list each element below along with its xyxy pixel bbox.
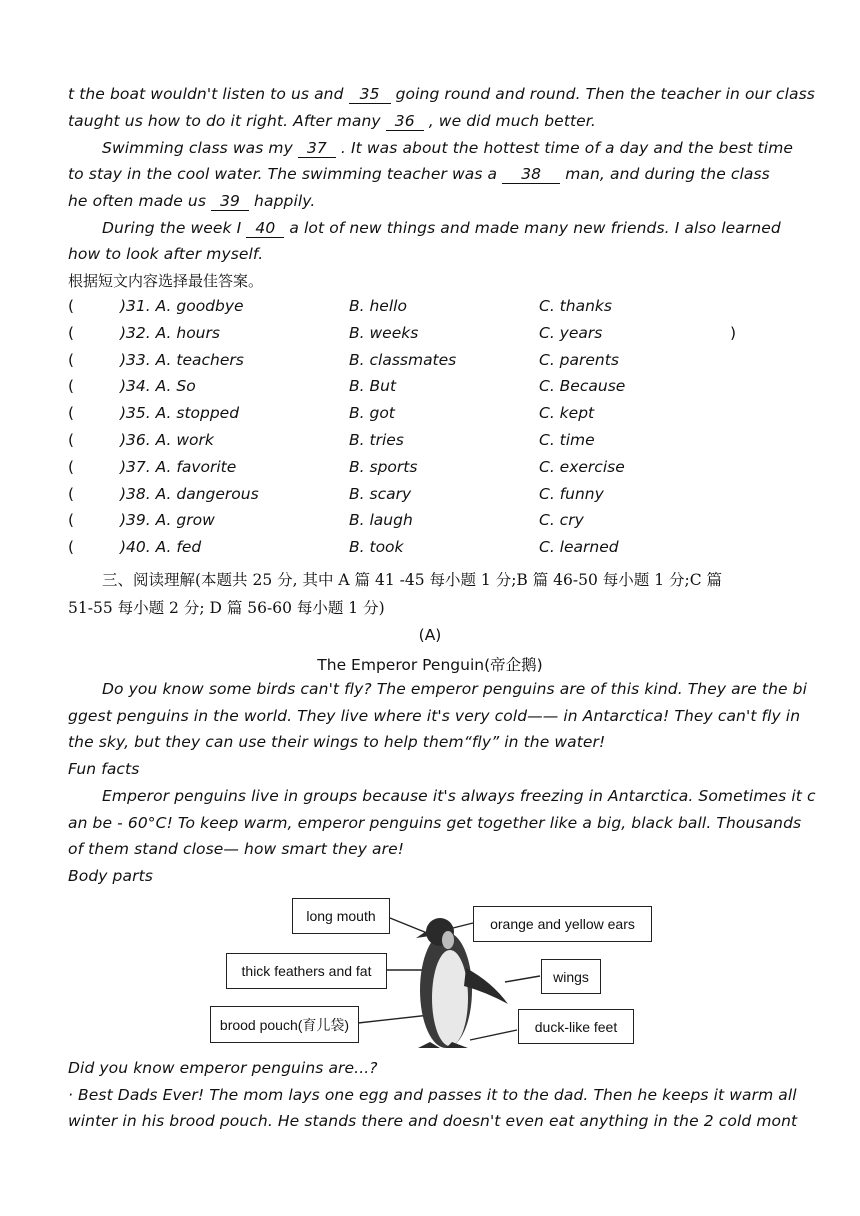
question-option-c: C. parents — [539, 350, 619, 369]
passage-line — [68, 192, 315, 211]
question-option-b: B. laugh — [349, 511, 413, 530]
passage-text: a lot of new things and made many new friends. I also learned — [284, 219, 781, 237]
question-row — [68, 538, 808, 560]
label-long-mouth: long mouth — [292, 898, 390, 934]
question-option-c: C. years — [539, 323, 603, 342]
question-option-c: C. time — [539, 431, 595, 449]
answer-bracket: ( — [68, 350, 75, 369]
passage-text: t the boat wouldn't listen to us and — [68, 85, 349, 103]
question-option-b: B. classmates — [349, 350, 457, 369]
stray-paren: ) — [730, 324, 737, 342]
label-brood-pouch: brood pouch(育儿袋) — [210, 1006, 359, 1043]
question-option-c: C. kept — [539, 404, 595, 423]
question-option-c: C. exercise — [539, 457, 625, 476]
question-option-b: B. sports — [349, 457, 418, 476]
passage-text: man, and during the class — [560, 165, 770, 183]
question-option-a: )39. A. grow — [120, 511, 215, 530]
answer-bracket: ( — [68, 484, 75, 503]
question-option-a: )38. A. dangerous — [120, 484, 259, 503]
passage-line — [68, 245, 263, 263]
question-option-a: )32. A. hours — [120, 323, 220, 342]
blank-36: 36 — [386, 112, 424, 131]
penguin-diagram — [0, 890, 860, 1060]
question-option-a: )34. A. So — [120, 377, 196, 396]
passage-text: to stay in the cool water. The swimming teacher was a — [68, 165, 503, 183]
question-option-a: )35. A. stopped — [120, 404, 240, 423]
subheading-fun-facts: Fun facts — [68, 760, 140, 778]
question-option-c: C. cry — [539, 511, 584, 530]
subheading-body-parts: Body parts — [68, 867, 153, 885]
label-ears: orange and yellow ears — [473, 906, 652, 942]
blank-38: 38 — [502, 165, 560, 184]
question-option-c: C. Because — [539, 377, 626, 396]
label-feet: duck-like feet — [518, 1009, 634, 1044]
passage-text: , we did much better. — [423, 112, 596, 130]
passage-text: going round and round. Then the teacher in our class — [390, 85, 815, 103]
question-option-b: B. weeks — [349, 323, 419, 342]
question-option-b: B. got — [349, 404, 395, 423]
blank-37: 37 — [298, 139, 336, 158]
question-option-b: B. took — [349, 538, 404, 557]
blank-39: 39 — [211, 192, 249, 211]
section-heading: 三、阅读理解(本题共 25 分, 其中 A 篇 41 -45 每小题 1 分;B 篇 46-50 每小题 1 分;C 篇 — [102, 571, 723, 589]
question-row — [68, 431, 808, 453]
question-option-b: B. scary — [349, 484, 412, 503]
answer-bracket: ( — [68, 323, 75, 342]
question-option-a: )37. A. favorite — [120, 457, 237, 476]
passage-line — [68, 165, 770, 184]
reading-line: of them stand close— how smart they are! — [68, 840, 405, 858]
question-row — [68, 511, 808, 533]
passage-line — [102, 219, 781, 238]
question-option-a: )40. A. fed — [120, 538, 202, 557]
reading-line: the sky, but they can use their wings to help them“fly” in the water! — [68, 733, 606, 751]
answer-bracket: ( — [68, 404, 75, 423]
answer-bracket: ( — [68, 538, 75, 557]
question-option-b: B. hello — [349, 297, 407, 315]
passage-label: (A) — [418, 626, 442, 644]
passage-line — [102, 139, 793, 158]
question-option-b: B. But — [349, 377, 397, 396]
question-option-b: B. tries — [349, 431, 404, 449]
reading-line: Do you know some birds can't fly? The emperor penguins are of this kind. They are the bi — [102, 680, 808, 698]
question-row — [68, 324, 808, 346]
passage-text: happily. — [249, 192, 316, 210]
answer-bracket: ( — [68, 457, 75, 476]
question-option-a: )36. A. work — [120, 431, 214, 449]
instruction: 根据短文内容选择最佳答案。 — [68, 272, 264, 290]
reading-line: an be - 60°C! To keep warm, emperor penguins get together like a big, black ball. Thousands — [68, 814, 802, 832]
passage-title: The Emperor Penguin(帝企鹅) — [317, 656, 543, 674]
answer-bracket: ( — [68, 431, 75, 449]
question-option-c: C. thanks — [539, 297, 612, 315]
answer-bracket: ( — [68, 377, 75, 396]
label-wings: wings — [541, 959, 601, 994]
passage-text: how to look after myself. — [68, 245, 264, 263]
question-row — [68, 297, 808, 319]
question-option-a: )33. A. teachers — [120, 350, 244, 369]
passage-text: Swimming class was my — [102, 139, 298, 157]
passage-text: he often made us — [68, 192, 212, 210]
section-heading-cont: 51-55 每小题 2 分; D 篇 56-60 每小题 1 分) — [68, 599, 385, 617]
reading-line: winter in his brood pouch. He stands there and doesn't even eat anything in the 2 cold mont — [68, 1112, 798, 1130]
reading-line: ggest penguins in the world. They live where it's very cold—— in Antarctica! They can't fly in — [68, 707, 801, 725]
reading-line: Did you know emperor penguins are...? — [68, 1059, 378, 1077]
label-feathers: thick feathers and fat — [226, 953, 387, 989]
blank-40: 40 — [246, 219, 284, 238]
question-row — [68, 485, 808, 507]
question-row — [68, 404, 808, 426]
reading-line: · Best Dads Ever! The mom lays one egg and passes it to the dad. Then he keeps it warm all — [68, 1086, 797, 1104]
question-option-a: )31. A. goodbye — [120, 297, 244, 315]
reading-line: Emperor penguins live in groups because it's always freezing in Antarctica. Sometimes it c — [102, 787, 816, 805]
question-row — [68, 377, 808, 399]
question-row — [68, 351, 808, 373]
passage-line — [68, 112, 596, 131]
question-option-c: C. learned — [539, 538, 619, 557]
passage-line — [68, 85, 815, 104]
answer-bracket: ( — [68, 297, 75, 315]
passage-text: . It was about the hottest time of a day and the best time — [335, 139, 794, 157]
question-option-c: C. funny — [539, 484, 604, 503]
passage-text: taught us how to do it right. After many — [68, 112, 386, 130]
question-row — [68, 458, 808, 480]
answer-bracket: ( — [68, 511, 75, 530]
blank-35: 35 — [349, 85, 391, 104]
passage-text: During the week I — [102, 219, 247, 237]
